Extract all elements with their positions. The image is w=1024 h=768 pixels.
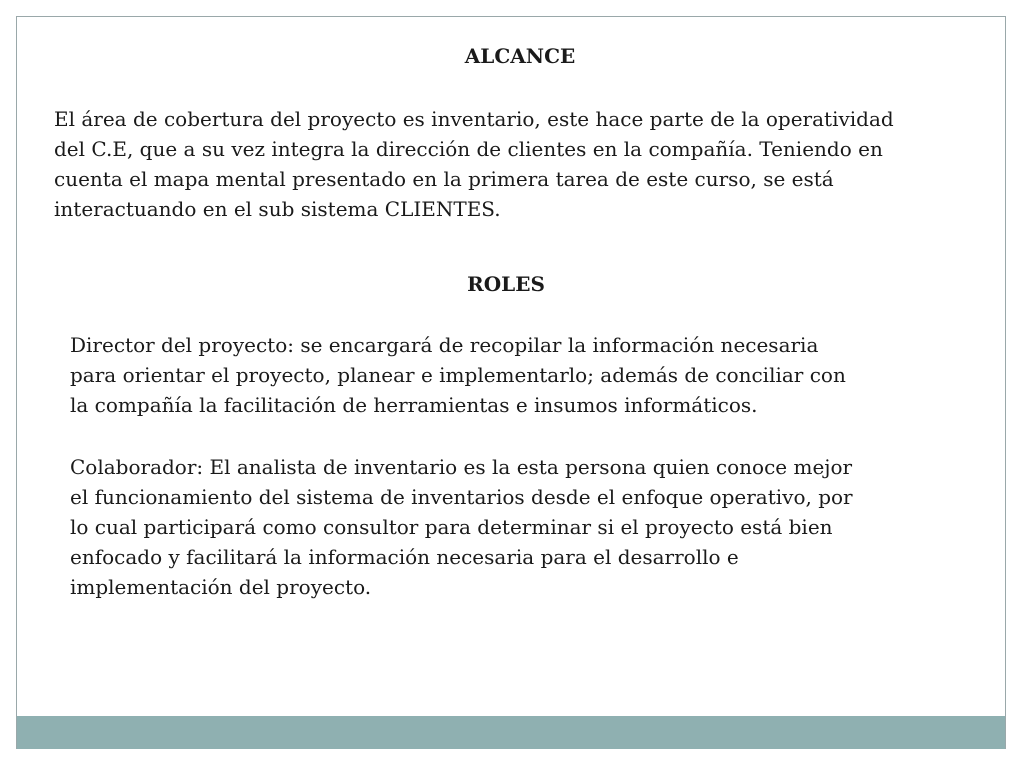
alcance-heading: ALCANCE: [464, 44, 576, 68]
roles-heading: ROLES: [467, 272, 545, 296]
director-line: Director del proyecto: se encargará de recopilar la información necesaria: [70, 333, 819, 357]
colaborador-paragraph: [70, 452, 970, 602]
colaborador-line: Colaborador: El analista de inventario es la esta persona quien conoce mejor: [70, 455, 853, 479]
footer-bar: [17, 716, 1005, 749]
colaborador-line: el funcionamiento del sistema de inventarios desde el enfoque operativo, por: [70, 485, 853, 509]
colaborador-line: implementación del proyecto.: [70, 575, 372, 599]
alcance-line: interactuando en el sub sistema CLIENTES.: [54, 197, 501, 221]
alcance-line: del C.E, que a su vez integra la dirección de clientes en la compañía. Teniendo en: [54, 137, 883, 161]
director-paragraph: [70, 330, 970, 420]
colaborador-line: lo cual participará como consultor para determinar si el proyecto está bien: [70, 515, 833, 539]
alcance-paragraph: [54, 104, 984, 224]
alcance-line: cuenta el mapa mental presentado en la primera tarea de este curso, se está: [54, 167, 834, 191]
director-line: la compañía la facilitación de herramientas e insumos informáticos.: [70, 393, 758, 417]
alcance-line: El área de cobertura del proyecto es inventario, este hace parte de la operatividad: [54, 107, 894, 131]
director-line: para orientar el proyecto, planear e implementarlo; además de conciliar con: [70, 363, 846, 387]
colaborador-line: enfocado y facilitará la información necesaria para el desarrollo e: [70, 545, 739, 569]
